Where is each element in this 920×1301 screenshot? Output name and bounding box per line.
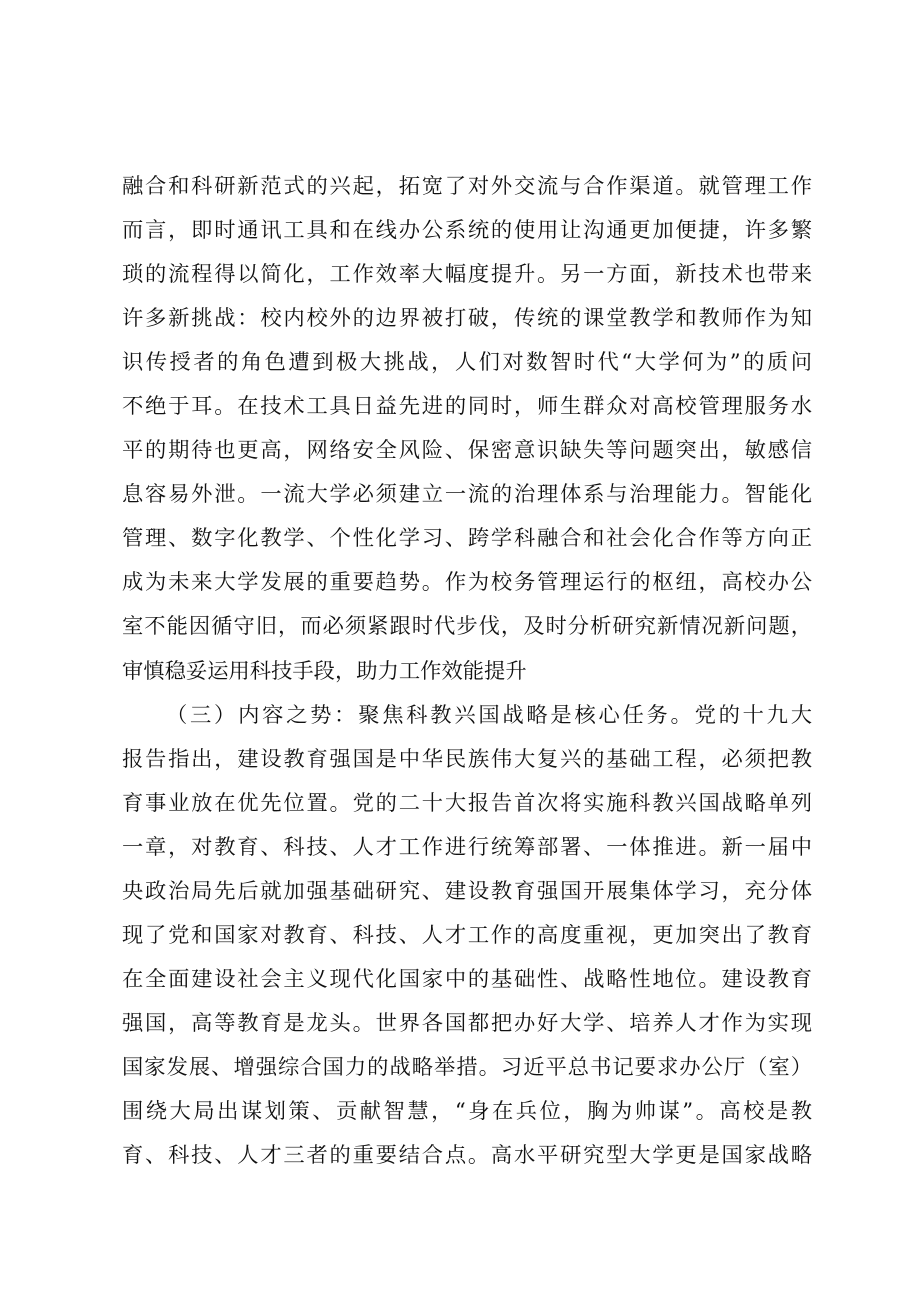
- text-line: 围绕大局出谋划策、贡献智慧，“身在兵位，胸为帅谋”。高校是教: [122, 1098, 812, 1124]
- text-line: 识传授者的角色遭到极大挑战，人们对数智时代“大学何为”的质问: [122, 350, 812, 376]
- text-line: 育事业放在优先位置。党的二十大报告首次将实施科教兴国战略单列: [122, 790, 812, 816]
- document-body: [122, 165, 812, 1178]
- text-line: 报告指出，建设教育强国是中华民族伟大复兴的基础工程，必须把教: [122, 746, 812, 772]
- section-heading-line: （三）内容之势：聚焦科教兴国战略是核心任务。党的十九大: [166, 702, 812, 728]
- text-line: 融合和科研新范式的兴起，拓宽了对外交流与合作渠道。就管理工作: [122, 174, 812, 199]
- text-line: 审慎稳妥运用科技手段，助力工作效能提升: [122, 658, 527, 684]
- text-line: 强国，高等教育是龙头。世界各国都把办好大学、培养人才作为实现: [122, 1010, 812, 1036]
- paragraph-1: [122, 165, 812, 694]
- text-line: 在全面建设社会主义现代化国家中的基础性、战略性地位。建设教育: [122, 966, 812, 992]
- text-line: 央政治局先后就加强基础研究、建设教育强国开展集体学习，充分体: [122, 878, 812, 904]
- text-line: 一章，对教育、科技、人才工作进行统筹部署、一体推进。新一届中: [122, 834, 812, 860]
- text-line: 琐的流程得以简化，工作效率大幅度提升。另一方面，新技术也带来: [122, 262, 812, 288]
- text-line: 息容易外泄。一流大学必须建立一流的治理体系与治理能力。智能化: [122, 482, 812, 508]
- text-line: 成为未来大学发展的重要趋势。作为校务管理运行的枢纽，高校办公: [122, 570, 812, 596]
- text-line: 而言，即时通讯工具和在线办公系统的使用让沟通更加便捷，许多繁: [122, 218, 812, 244]
- text-line: 国家发展、增强综合国力的战略举措。习近平总书记要求办公厅（室）: [122, 1054, 812, 1080]
- text-line: 现了党和国家对教育、科技、人才工作的高度重视，更加突出了教育: [122, 922, 812, 948]
- text-line: 育、科技、人才三者的重要结合点。高水平研究型大学更是国家战略: [122, 1143, 812, 1169]
- text-line: 平的期待也更高，网络安全风险、保密意识缺失等问题突出，敏感信: [122, 438, 812, 464]
- text-line: 室不能因循守旧，而必须紧跟时代步伐，及时分析研究新情况新问题，: [122, 614, 812, 640]
- paragraph-2: [122, 694, 812, 1179]
- text-line: 许多新挑战：校内校外的边界被打破，传统的课堂教学和教师作为知: [122, 306, 812, 332]
- text-line: 管理、数字化教学、个性化学习、跨学科融合和社会化合作等方向正: [122, 526, 812, 552]
- text-line: 不绝于耳。在技术工具日益先进的同时，师生群众对高校管理服务水: [122, 394, 812, 420]
